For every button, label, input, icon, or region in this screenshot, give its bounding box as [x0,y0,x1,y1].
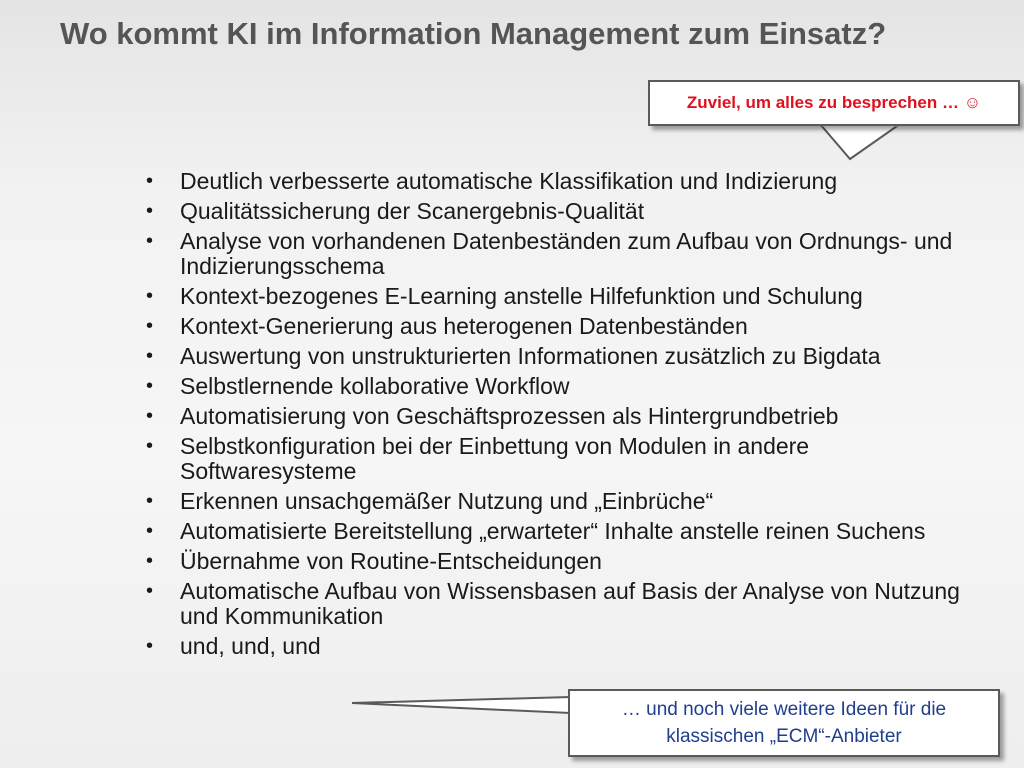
callout-top [648,80,1020,126]
bullet-icon: • [146,580,154,602]
list-item-text: Kontext-bezogenes E-Learning anstelle Hilfefunktion und Schulung [180,283,863,309]
bullet-icon: • [146,170,154,192]
list-item-text: Qualitätssicherung der Scanergebnis-Qualität [180,198,645,224]
list-item [146,169,966,194]
bullet-icon: • [146,230,154,252]
list-item-text: Automatisierung von Geschäftsprozessen als Hintergrundbetrieb [180,403,839,429]
bullet-icon: • [146,520,154,542]
list-item [146,344,966,369]
list-item [146,284,966,309]
list-item-text: Analyse von vorhandenen Datenbeständen zum Aufbau von Ordnungs- und Indizierungsschema [180,228,953,279]
list-item [146,229,966,279]
list-item-text: Auswertung von unstrukturierten Informationen zusätzlich zu Bigdata [180,343,881,369]
list-item-text: Automatische Aufbau von Wissensbasen auf Basis der Analyse von Nutzung und Kommunikation [180,578,960,629]
list-item-text: Deutlich verbesserte automatische Klassifikation und Indizierung [180,168,838,194]
list-item [146,314,966,339]
list-item-text: Kontext-Generierung aus heterogenen Datenbeständen [180,313,748,339]
list-item [146,489,966,514]
list-item-text: Erkennen unsachgemäßer Nutzung und „Einbrüche“ [180,488,714,514]
list-item-text: Selbstkonfiguration bei der Einbettung von Modulen in andere Softwaresysteme [180,433,810,484]
list-item-text: Übernahme von Routine-Entscheidungen [180,548,602,574]
callout-bottom [568,689,1000,757]
list-item [146,519,966,544]
bullet-icon: • [146,405,154,427]
bullet-icon: • [146,345,154,367]
bullet-icon: • [146,285,154,307]
callout-bottom-line-1: … und noch viele weitere Ideen für die [621,699,947,720]
slide-title: Wo kommt KI im Information Management zum Einsatz? [60,16,887,51]
list-item [146,634,966,659]
bullet-icon: • [146,635,154,657]
list-item-text: und, und, und [180,633,321,659]
bullet-list [146,169,966,664]
list-item [146,199,966,224]
bullet-icon: • [146,315,154,337]
list-item [146,579,966,629]
callout-bottom-line-2: klassischen „ECM“-Anbieter [666,726,902,747]
callout-top-text: Zuviel, um alles zu besprechen … ☺ [686,93,982,112]
bullet-icon: • [146,435,154,457]
bullet-icon: • [146,490,154,512]
bullet-icon: • [146,375,154,397]
list-item [146,549,966,574]
list-item [146,404,966,429]
list-item-text: Selbstlernende kollaborative Workflow [180,373,570,399]
bullet-icon: • [146,550,154,572]
list-item-text: Automatisierte Bereitstellung „erwarteter“ Inhalte anstelle reinen Suchens [180,518,926,544]
bullet-icon: • [146,200,154,222]
list-item [146,434,966,484]
list-item [146,374,966,399]
